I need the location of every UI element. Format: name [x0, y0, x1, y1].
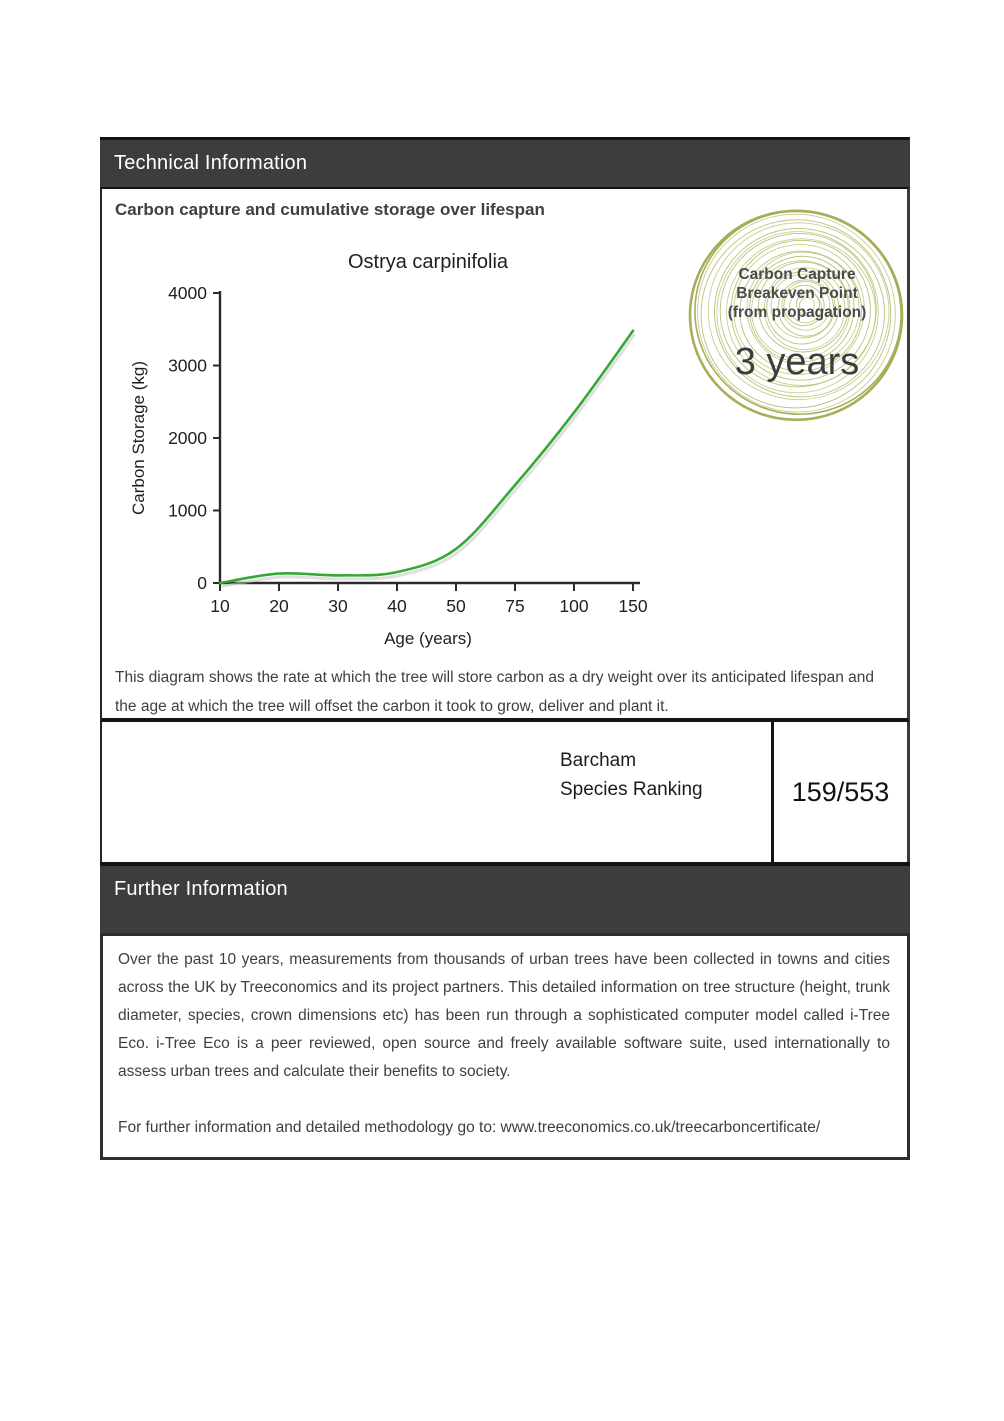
svg-text:20: 20 — [269, 596, 289, 616]
further-information-header-bar — [100, 862, 910, 933]
technical-information-header-bar — [100, 137, 910, 187]
x-axis-ticks — [210, 583, 648, 616]
further-information-paragraph: Over the past 10 years, measurements from thousands of urban trees have been collected in towns and cities across the UK by Treeconomics and its project partners. This detailed information on tree structure (height, trunk diameter, species, crown dimensions etc) has been run through a sophisticated computer model called i-Tree Eco. i-Tree Eco is a peer reviewed, open source and freely available software suite, used internationally to assess urban trees and calculate their benefits to society. — [118, 951, 890, 1080]
badge-line3: (from propagation) — [727, 304, 867, 321]
svg-text:4000: 4000 — [168, 283, 207, 303]
further-information-link-line: For further information and detailed methodology go to: www.treeconomics.co.uk/treecarboncertificate/ — [118, 1119, 821, 1136]
svg-text:3000: 3000 — [168, 355, 207, 376]
carbon-storage-curve — [220, 331, 633, 583]
chart-caption: This diagram shows the rate at which the tree will store carbon as a dry weight over its anticipated lifespan and the age at which the tree will offset the carbon it took to grow, deliver and plant it. — [115, 669, 875, 715]
species-ranking-value: 159/553 — [791, 776, 890, 807]
species-ranking-value-cell — [774, 722, 907, 862]
svg-text:150: 150 — [618, 596, 648, 616]
ranking-label-line1: Barcham — [560, 750, 637, 771]
badge-line1: Carbon Capture — [738, 266, 856, 283]
y-axis-ticks — [168, 283, 220, 593]
svg-text:100: 100 — [559, 596, 589, 616]
svg-text:2000: 2000 — [168, 428, 207, 448]
further-information-box — [100, 933, 910, 1160]
species-ranking-label-cell — [102, 722, 774, 862]
curve-shadow — [222, 334, 635, 586]
badge-breakeven-value: 3 years — [734, 341, 860, 383]
further-information-title: Further Information — [114, 878, 288, 900]
badge-line2: Breakeven Point — [736, 285, 858, 302]
ranking-label-line2: Species Ranking — [560, 779, 703, 800]
chart-section — [100, 187, 910, 722]
y-axis-label: Carbon Storage (kg) — [129, 360, 148, 516]
svg-text:40: 40 — [387, 596, 407, 616]
x-axis-label: Age (years) — [384, 629, 472, 648]
svg-text:30: 30 — [328, 596, 348, 616]
chart-section-heading: Carbon capture and cumulative storage over lifespan — [115, 200, 545, 219]
species-ranking-row — [100, 722, 910, 862]
svg-text:50: 50 — [446, 596, 466, 616]
carbon-storage-line-chart — [120, 240, 682, 660]
technical-information-title: Technical Information — [114, 152, 308, 174]
svg-text:10: 10 — [210, 596, 230, 616]
species-ranking-label — [560, 746, 703, 804]
breakeven-badge — [685, 202, 907, 422]
svg-text:0: 0 — [197, 573, 207, 593]
svg-text:75: 75 — [505, 596, 525, 616]
chart-title: Ostrya carpinifolia — [347, 251, 509, 273]
svg-text:1000: 1000 — [168, 500, 207, 521]
document-block — [100, 137, 910, 1160]
